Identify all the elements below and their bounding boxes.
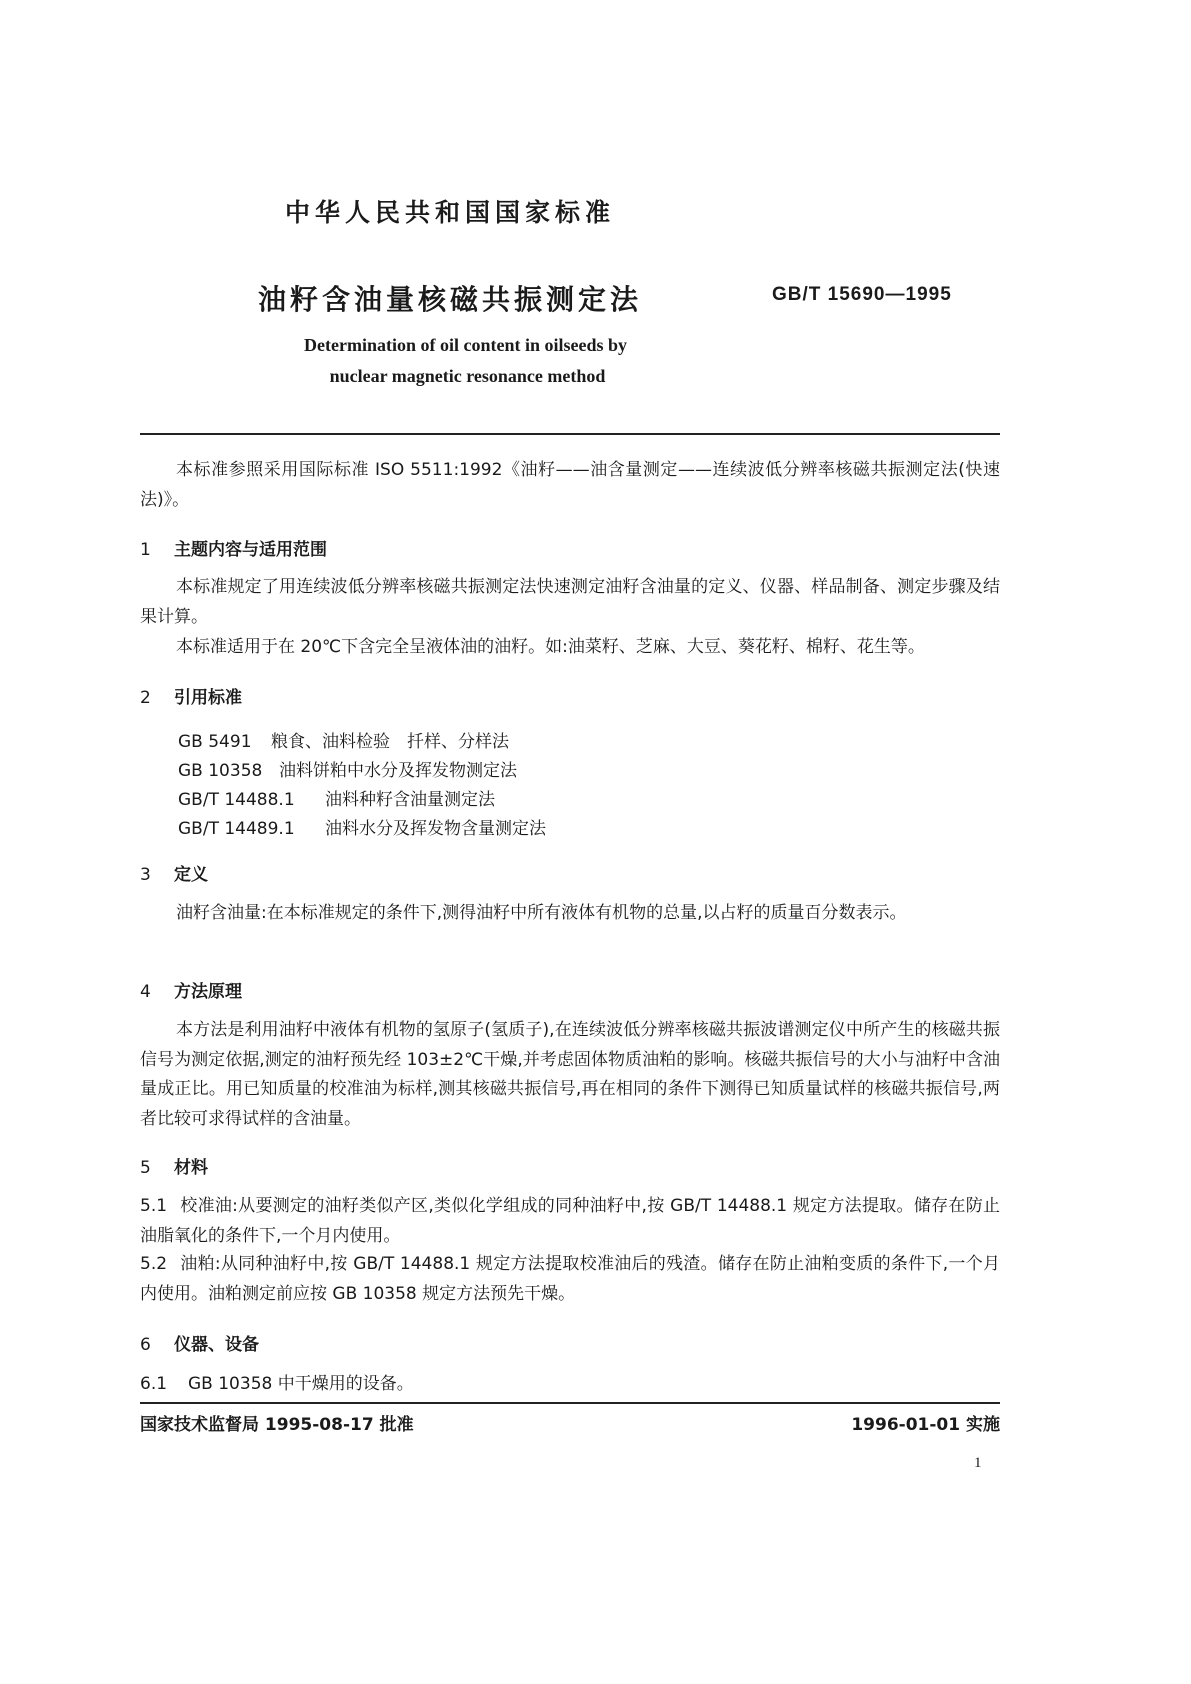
intro-paragraph: 本标准参照采用国际标准 ISO 5511:1992《油籽——油含量测定——连续波低分辨率核磁共振测定法(快速法)》。 — [140, 460, 1000, 510]
clause-6-1: 6.1 GB 10358 中干燥用的设备。 — [140, 1374, 414, 1394]
effective-date: 1996-01-01 实施 — [851, 1415, 1000, 1435]
clause-5-2: 5.2 油粕:从同种油籽中,按 GB/T 14488.1 规定方法提取校准油后的残渣。储存在防止油粕变质的条件下,一个月内使用。油粕测定前应按 GB 10358 规定方法预先干燥。 — [140, 1254, 1000, 1304]
document-title: 油籽含油量核磁共振测定法 — [258, 283, 643, 316]
section-1-para-2: 本标准适用于在 20℃下含完全呈液体油的油籽。如:油菜籽、芝麻、大豆、葵花籽、棉籽、花生等。 — [176, 637, 925, 657]
section-heading-4: 4 方法原理 — [140, 982, 242, 1002]
section-4-para: 本方法是利用油籽中液体有机物的氢原子(氢质子),在连续波低分辨率核磁共振波谱测定仪中所产生的核磁共振信号为测定依据,测定的油籽预先经 103±2℃干燥,并考虑固体物质油粕的影响。核磁共振信号的大小与油籽中含油量成正比。用已知质量的校准油为标样,测其核磁共振信号,再在相同的条件下测得已知质量试样的核磁共振信号,两者比较可求得试样的含油量。 — [140, 1020, 1000, 1129]
reference-item: GB/T 14488.1 油料种籽含油量测定法 — [178, 790, 495, 810]
header-divider — [140, 433, 1000, 435]
footer-divider — [140, 1402, 1000, 1404]
standard-code: GB/T 15690—1995 — [772, 284, 952, 305]
reference-item: GB 10358 油料饼粕中水分及挥发物测定法 — [178, 761, 517, 781]
section-heading-2: 2 引用标准 — [140, 688, 242, 708]
section-heading-6: 6 仪器、设备 — [140, 1335, 259, 1355]
standard-type: 中华人民共和国国家标准 — [285, 198, 616, 227]
clause-5-1: 5.1 校准油:从要测定的油籽类似产区,类似化学组成的同种油籽中,按 GB/T 14488.1 规定方法提取。储存在防止油脂氧化的条件下,一个月内使用。 — [140, 1196, 1000, 1246]
section-heading-1: 1 主题内容与适用范围 — [140, 540, 327, 560]
section-3-para: 油籽含油量:在本标准规定的条件下,测得油籽中所有液体有机物的总量,以占籽的质量百分数表示。 — [176, 903, 907, 923]
section-heading-5: 5 材料 — [140, 1158, 208, 1178]
approval-note: 国家技术监督局 1995-08-17 批准 — [140, 1415, 414, 1435]
section-1-para-1: 本标准规定了用连续波低分辨率核磁共振测定法快速测定油籽含油量的定义、仪器、样品制备、测定步骤及结果计算。 — [140, 577, 1000, 627]
page-number: 1 — [974, 1455, 982, 1471]
reference-item: GB 5491 粮食、油料检验 扦样、分样法 — [178, 732, 509, 752]
section-heading-3: 3 定义 — [140, 865, 208, 885]
english-title-line2: nuclear magnetic resonance method — [329, 366, 606, 386]
english-title-line1: Determination of oil content in oilseeds by — [304, 335, 627, 355]
reference-item: GB/T 14489.1 油料水分及挥发物含量测定法 — [178, 819, 546, 839]
